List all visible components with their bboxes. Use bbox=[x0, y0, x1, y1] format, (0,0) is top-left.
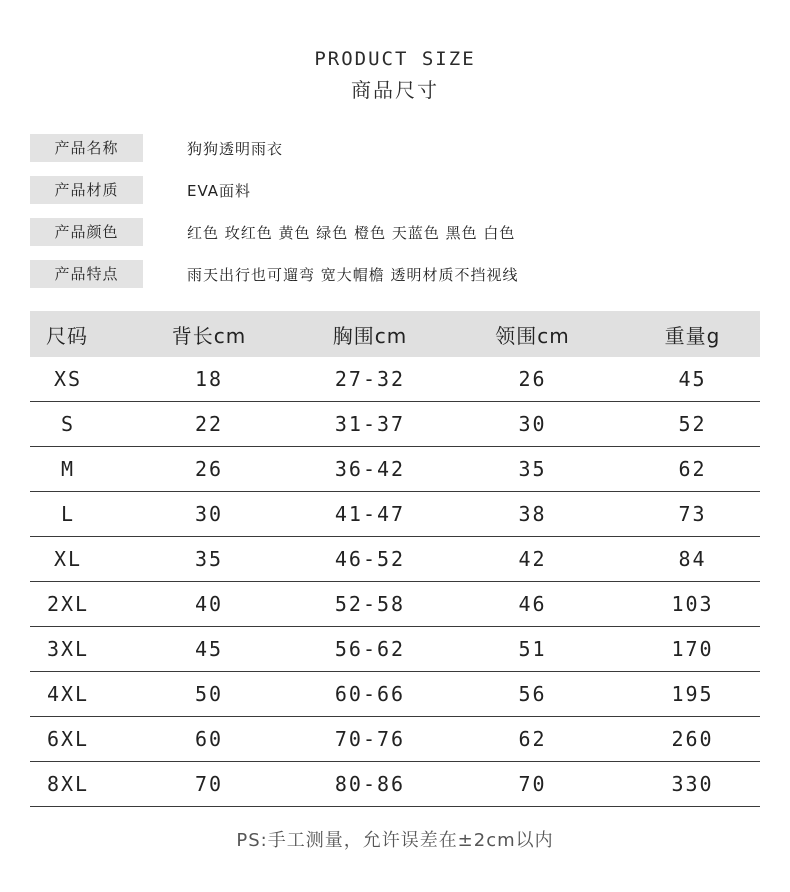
cell-chest: 41-47 bbox=[300, 492, 440, 537]
cell-neck: 51 bbox=[440, 627, 625, 672]
cell-chest: 70-76 bbox=[300, 717, 440, 762]
cell-back-length: 45 bbox=[118, 627, 300, 672]
cell-neck: 56 bbox=[440, 672, 625, 717]
cell-size: 2XL bbox=[30, 582, 118, 627]
info-value: 雨天出行也可遛弯 宽大帽檐 透明材质不挡视线 bbox=[187, 265, 519, 284]
cell-size: XS bbox=[30, 357, 118, 402]
table-header-row bbox=[30, 311, 760, 357]
cell-back-length: 70 bbox=[118, 762, 300, 807]
cell-neck: 38 bbox=[440, 492, 625, 537]
cell-size: 8XL bbox=[30, 762, 118, 807]
cell-weight: 260 bbox=[625, 717, 760, 762]
cell-weight: 330 bbox=[625, 762, 760, 807]
cell-weight: 45 bbox=[625, 357, 760, 402]
measurement-note: PS:手工测量，允许误差在±2cm以内 bbox=[236, 830, 554, 851]
cell-size: M bbox=[30, 447, 118, 492]
cell-chest: 46-52 bbox=[300, 537, 440, 582]
cell-size: 3XL bbox=[30, 627, 118, 672]
cell-chest: 56-62 bbox=[300, 627, 440, 672]
cell-chest: 31-37 bbox=[300, 402, 440, 447]
cell-size: 6XL bbox=[30, 717, 118, 762]
table-row bbox=[30, 627, 760, 672]
cell-chest: 60-66 bbox=[300, 672, 440, 717]
header-size: 尺码 bbox=[30, 311, 118, 357]
size-table bbox=[30, 311, 760, 807]
info-label: 产品颜色 bbox=[30, 218, 143, 246]
cell-chest: 27-32 bbox=[300, 357, 440, 402]
table-row bbox=[30, 492, 760, 537]
cell-weight: 73 bbox=[625, 492, 760, 537]
cell-back-length: 35 bbox=[118, 537, 300, 582]
table-row bbox=[30, 357, 760, 402]
page-title-cn: 商品尺寸 bbox=[351, 78, 439, 102]
info-row-name bbox=[30, 127, 770, 169]
cell-neck: 42 bbox=[440, 537, 625, 582]
cell-size: S bbox=[30, 402, 118, 447]
cell-back-length: 18 bbox=[118, 357, 300, 402]
cell-neck: 70 bbox=[440, 762, 625, 807]
info-value: 红色 玫红色 黄色 绿色 橙色 天蓝色 黑色 白色 bbox=[187, 223, 516, 242]
cell-chest: 36-42 bbox=[300, 447, 440, 492]
cell-neck: 35 bbox=[440, 447, 625, 492]
table-row bbox=[30, 762, 760, 807]
page-title-en: PRODUCT SIZE bbox=[314, 48, 476, 70]
table-row bbox=[30, 717, 760, 762]
cell-back-length: 22 bbox=[118, 402, 300, 447]
cell-back-length: 40 bbox=[118, 582, 300, 627]
cell-weight: 170 bbox=[625, 627, 760, 672]
table-row bbox=[30, 582, 760, 627]
cell-size: 4XL bbox=[30, 672, 118, 717]
info-value: 狗狗透明雨衣 bbox=[187, 139, 284, 158]
cell-back-length: 26 bbox=[118, 447, 300, 492]
info-row-colors bbox=[30, 211, 770, 253]
cell-back-length: 50 bbox=[118, 672, 300, 717]
cell-back-length: 60 bbox=[118, 717, 300, 762]
cell-weight: 62 bbox=[625, 447, 760, 492]
cell-size: XL bbox=[30, 537, 118, 582]
product-info bbox=[30, 127, 770, 295]
header-weight: 重量g bbox=[625, 311, 760, 357]
info-label: 产品材质 bbox=[30, 176, 143, 204]
cell-chest: 80-86 bbox=[300, 762, 440, 807]
info-label: 产品名称 bbox=[30, 134, 143, 162]
cell-neck: 62 bbox=[440, 717, 625, 762]
table-row bbox=[30, 447, 760, 492]
cell-weight: 52 bbox=[625, 402, 760, 447]
cell-weight: 103 bbox=[625, 582, 760, 627]
cell-weight: 195 bbox=[625, 672, 760, 717]
cell-neck: 30 bbox=[440, 402, 625, 447]
info-row-features bbox=[30, 253, 770, 295]
cell-neck: 26 bbox=[440, 357, 625, 402]
cell-neck: 46 bbox=[440, 582, 625, 627]
header-back-length: 背长cm bbox=[118, 311, 300, 357]
header-neck: 领围cm bbox=[440, 311, 625, 357]
cell-weight: 84 bbox=[625, 537, 760, 582]
header-chest: 胸围cm bbox=[300, 311, 440, 357]
table-row bbox=[30, 672, 760, 717]
table-row bbox=[30, 402, 760, 447]
cell-size: L bbox=[30, 492, 118, 537]
cell-chest: 52-58 bbox=[300, 582, 440, 627]
info-label: 产品特点 bbox=[30, 260, 143, 288]
page-header bbox=[0, 46, 790, 105]
info-row-material bbox=[30, 169, 770, 211]
table-row bbox=[30, 537, 760, 582]
info-value: EVA面料 bbox=[187, 181, 252, 200]
cell-back-length: 30 bbox=[118, 492, 300, 537]
